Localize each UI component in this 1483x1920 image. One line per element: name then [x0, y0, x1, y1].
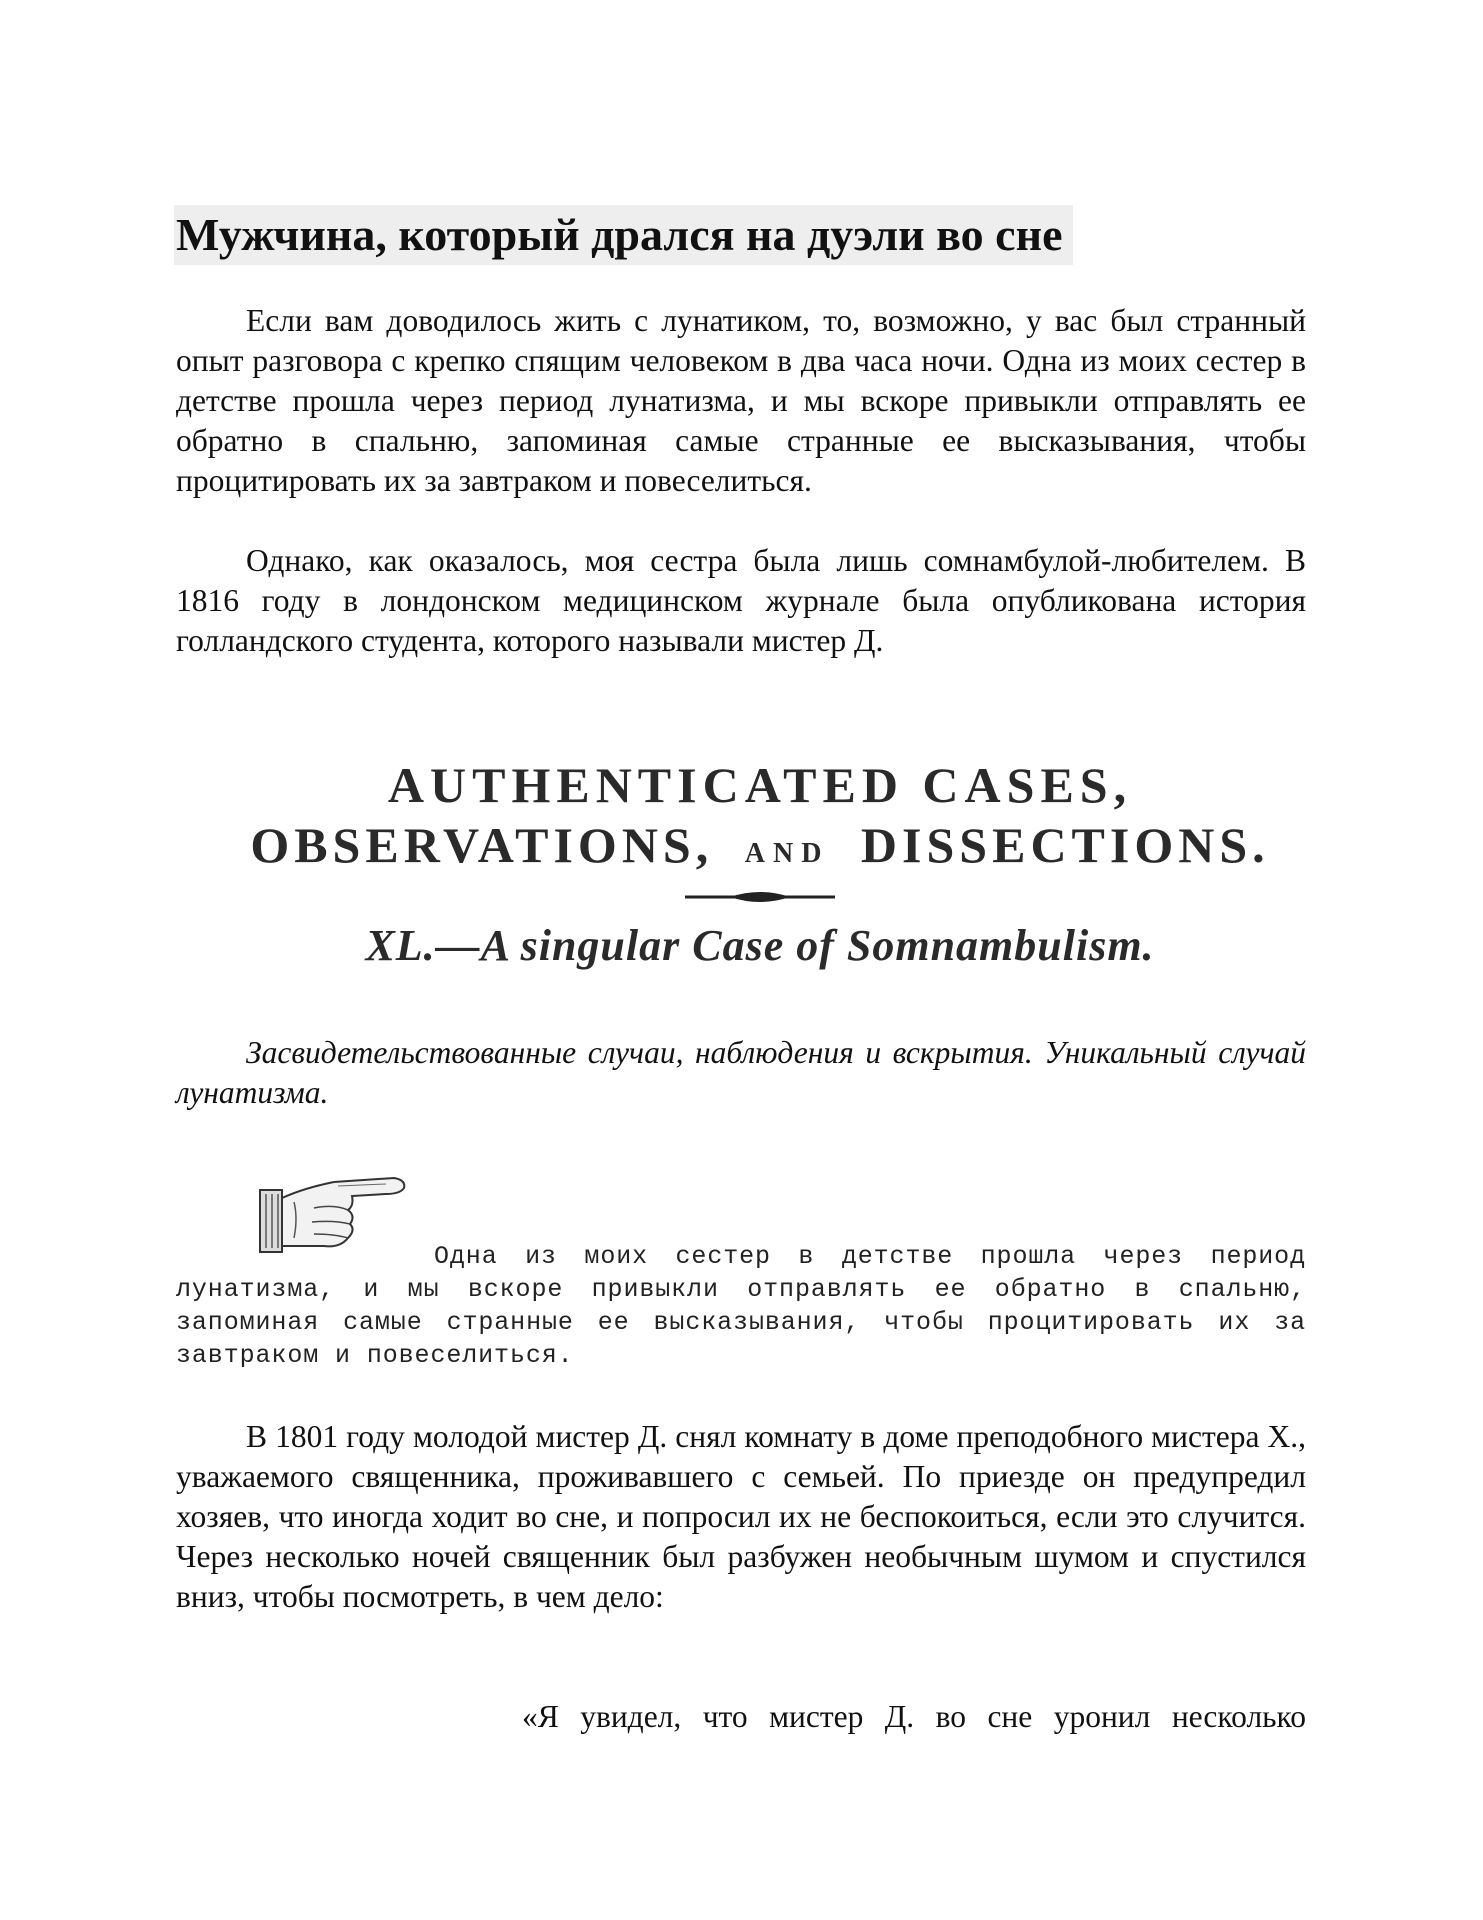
- paragraph-amateur: Однако, как оказалось, моя сестра была лишь сомнамбулой-любителем. В 1816 году в лондонском медицинском журнале была опубликована история голландского студента, которого называли мистер Д.: [176, 543, 1306, 658]
- scan-line-2b: AND: [744, 838, 830, 869]
- paragraph-story: В 1801 году молодой мистер Д. снял комнату в доме преподобного мистера Х., уважаемого священника, проживавшего с семьей. По приезде он предупредил хозяев, что иногда ходит во сне, и попросил их не беспокоиться, если это случится. Через несколько ночей священник был разбужен необычным шумом и спустился вниз, чтобы посмотреть, в чем дело:: [176, 1419, 1306, 1614]
- callout-text: Одна из моих сестер в детстве прошла через период лунатизма, и мы вскоре привыкли отправлять ее обратно в спальню, запоминая самые странные ее высказывания, чтобы процитировать их за завтраком и повеселиться.: [176, 1242, 1306, 1370]
- quote-start: «Я увидел, что мистер Д. во сне уронил несколько: [522, 1699, 1306, 1734]
- scan-line-2c: DISSECTIONS.: [860, 817, 1270, 873]
- scan-divider: [685, 892, 835, 902]
- scan-line-2a: OBSERVATIONS,: [250, 817, 714, 873]
- page-title: Мужчина, который дрался на дуэли во сне: [174, 205, 1073, 265]
- scan-line-2: [250, 817, 1269, 873]
- scan-line-1: AUTHENTICATED CASES,: [387, 757, 1133, 813]
- scan-line-3: XL.—A singular Case of Somnambulism.: [365, 921, 1155, 970]
- scan-caption: Засвидетельствованные случаи, наблюдения и вскрытия. Уникальный случай лунатизма.: [176, 1035, 1306, 1110]
- paragraph-intro: Если вам доводилось жить с лунатиком, то, возможно, у вас был странный опыт разговора с крепко спящим человеком в два часа ночи. Одна из моих сестер в детстве прошла через период лунатизма, и мы вскоре привыкли отправлять ее обратно в спальню, запоминая самые странные ее высказывания, чтобы процитировать их за завтраком и повеселиться.: [176, 303, 1306, 498]
- journal-scan-image: [230, 750, 1290, 990]
